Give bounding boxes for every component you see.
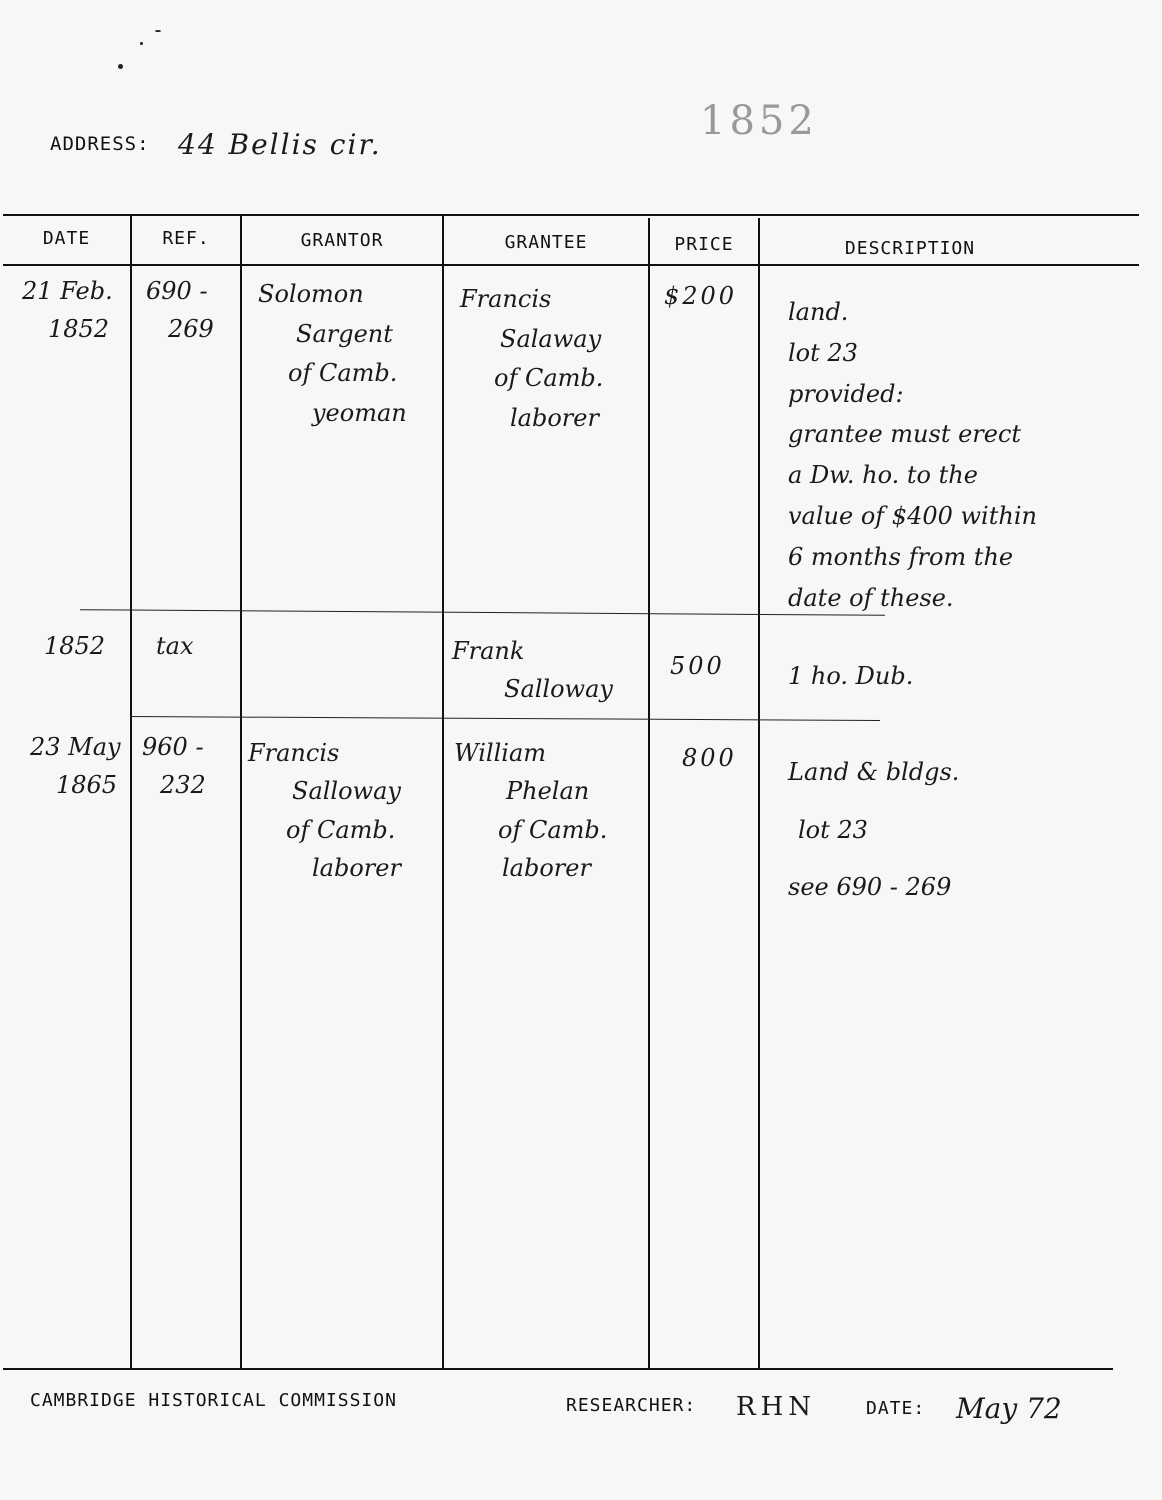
- row-2-ref: tax: [156, 632, 194, 660]
- ink-speck: [118, 64, 123, 69]
- column-header-grantee: GRANTEE: [504, 232, 588, 253]
- grantor-line: Sargent: [296, 319, 393, 348]
- column-header-price: PRICE: [674, 234, 734, 255]
- grantee-line: laborer: [502, 854, 591, 883]
- header-bottom-rule: [3, 264, 1139, 266]
- grantor-line: yeoman: [312, 398, 407, 427]
- column-header-grantor: GRANTOR: [300, 230, 384, 251]
- row-3-price: 800: [682, 744, 737, 772]
- footer-organization: CAMBRIDGE HISTORICAL COMMISSION: [30, 1390, 397, 1411]
- footer-rule: [3, 1368, 1113, 1370]
- grantee-line: Francis: [460, 285, 552, 313]
- row-1-date: [22, 272, 113, 349]
- grantor-line: of Camb.: [286, 815, 396, 844]
- column-divider: [648, 218, 650, 1368]
- date-line: 23 May: [30, 733, 121, 761]
- description-line: date of these.: [788, 583, 954, 612]
- row-1-description: [788, 292, 1037, 618]
- row-2-date: 1852: [44, 632, 106, 660]
- date-line: 1865: [56, 771, 118, 800]
- description-line: provided:: [788, 379, 904, 408]
- grantee-line: of Camb.: [498, 815, 608, 844]
- grantor-line: laborer: [312, 854, 401, 883]
- ink-speck: [155, 30, 161, 32]
- row-separator: [80, 609, 885, 616]
- description-line: value of $400 within: [788, 501, 1037, 530]
- column-divider: [758, 218, 760, 1368]
- row-3-ref: [142, 728, 206, 805]
- table-top-rule: [3, 214, 1139, 216]
- column-divider: [130, 214, 132, 1368]
- footer-researcher-label: RESEARCHER:: [566, 1395, 697, 1416]
- ref-line: 960 -: [142, 733, 204, 761]
- description-line: see 690 - 269: [788, 873, 952, 902]
- row-1-ref: [146, 272, 214, 349]
- date-line: 21 Feb.: [22, 277, 113, 305]
- column-divider: [442, 214, 444, 1368]
- row-3-grantor: [248, 734, 401, 888]
- description-line: lot 23: [788, 338, 858, 367]
- year-note: 1852: [700, 98, 818, 144]
- ref-line: 690 -: [146, 277, 208, 305]
- row-3-grantee: [454, 734, 607, 888]
- grantee-line: Salloway: [504, 675, 613, 704]
- description-line: a Dw. ho. to the: [788, 461, 978, 490]
- footer-researcher-value: RHN: [736, 1392, 816, 1422]
- date-line: 1852: [48, 315, 110, 344]
- description-line: lot 23: [798, 815, 868, 844]
- grantor-line: Francis: [248, 739, 340, 767]
- footer-date-value: May 72: [956, 1392, 1062, 1425]
- row-3-date: [30, 728, 121, 805]
- row-2-grantee: [452, 632, 613, 709]
- description-line: land.: [788, 298, 849, 326]
- grantee-line: Frank: [452, 637, 525, 665]
- row-1-grantee: [460, 280, 603, 438]
- row-1-price: $200: [664, 282, 738, 310]
- footer-date-label: DATE:: [866, 1398, 926, 1419]
- grantee-line: Phelan: [506, 777, 590, 806]
- column-header-description: DESCRIPTION: [844, 238, 976, 259]
- grantee-line: laborer: [510, 403, 599, 432]
- grantee-line: William: [454, 739, 547, 767]
- row-1-grantor: [258, 275, 407, 433]
- description-line: grantee must erect: [788, 420, 1022, 449]
- address-value: 44 Bellis cir.: [178, 128, 382, 161]
- row-2-price: 500: [670, 652, 725, 680]
- description-line: 6 months from the: [788, 542, 1014, 571]
- row-2-description: 1 ho. Dub.: [788, 662, 914, 690]
- grantor-line: Salloway: [292, 777, 401, 806]
- grantor-line: of Camb.: [288, 359, 398, 388]
- column-header-ref: REF.: [162, 228, 210, 249]
- column-divider: [240, 214, 242, 1368]
- address-label: ADDRESS:: [50, 133, 150, 155]
- ink-speck: [140, 42, 143, 45]
- column-header-date: DATE: [42, 228, 91, 249]
- grantor-line: Solomon: [258, 280, 364, 308]
- grantee-line: Salaway: [500, 324, 602, 353]
- row-separator: [130, 716, 880, 721]
- description-line: Land & bldgs.: [788, 758, 960, 786]
- grantee-line: of Camb.: [494, 364, 604, 393]
- row-3-description: [788, 744, 959, 917]
- ref-line: 232: [160, 771, 206, 800]
- ref-line: 269: [168, 315, 214, 344]
